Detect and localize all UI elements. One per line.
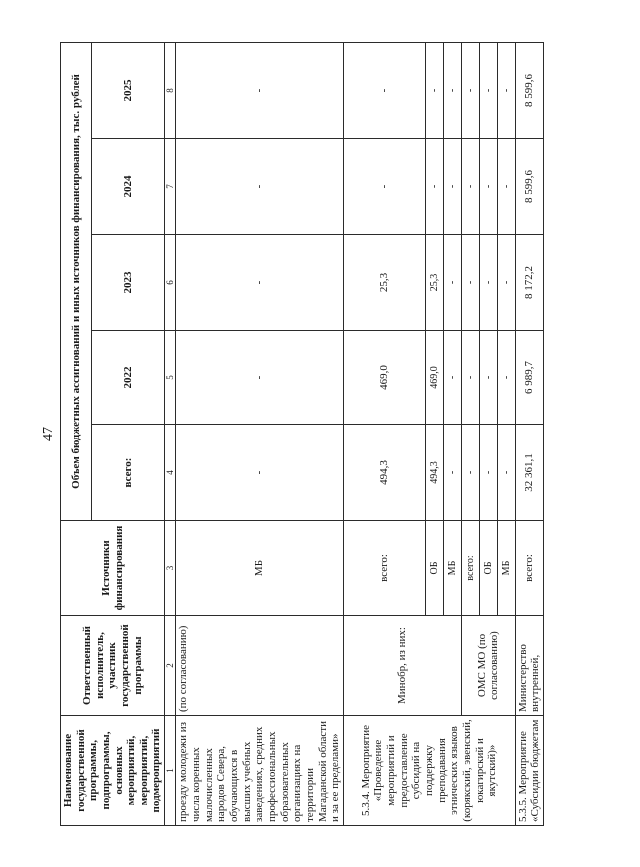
cell-value: - <box>443 139 461 235</box>
col-number: 4 <box>165 425 176 521</box>
cell-value: 6 989,7 <box>515 331 543 425</box>
cell-value: - <box>479 139 497 235</box>
row-source: МБ <box>497 521 515 616</box>
row-executor: Минобр, из них: <box>343 616 461 716</box>
cell-value: - <box>497 331 515 425</box>
col-number: 3 <box>165 521 176 616</box>
cell-value: 32 361,1 <box>515 425 543 521</box>
cell-value: - <box>443 331 461 425</box>
cell-value: - <box>497 425 515 521</box>
cell-value: - <box>176 235 343 331</box>
header-name: Наименование государственной программы, подпрограммы, основных мероприятий, мероприятий, подмероприятий <box>61 716 165 826</box>
col-number: 5 <box>165 331 176 425</box>
header-2025: 2025 <box>92 42 165 138</box>
cell-value: 25,3 <box>425 235 443 331</box>
row-name: 5.3.5. Мероприятие «Субсидии бюджетам <box>515 716 543 826</box>
col-number: 8 <box>165 42 176 138</box>
cell-value: - <box>497 42 515 138</box>
cell-value: - <box>443 235 461 331</box>
cell-value: 469,0 <box>343 331 425 425</box>
cell-value: 494,3 <box>425 425 443 521</box>
cell-value: 8 599,6 <box>515 42 543 138</box>
cell-value: - <box>176 139 343 235</box>
row-source: ОБ <box>425 521 443 616</box>
header-funding: Объем бюджетных ассигнований и иных источников финансирования, тыс. рублей <box>61 42 92 520</box>
cell-value: - <box>176 42 343 138</box>
row-executor: Министерство внутренней, <box>515 616 543 716</box>
rotated-table-sheet <box>60 43 542 826</box>
table-row <box>176 42 343 825</box>
cell-value: - <box>461 139 479 235</box>
col-number: 7 <box>165 139 176 235</box>
cell-value: 8 172,2 <box>515 235 543 331</box>
col-number: 6 <box>165 235 176 331</box>
cell-value: - <box>479 331 497 425</box>
row-source: МБ <box>176 521 343 616</box>
row-source: всего: <box>461 521 479 616</box>
cell-value: - <box>479 235 497 331</box>
col-number: 2 <box>165 616 176 716</box>
cell-value: - <box>479 42 497 138</box>
cell-value: - <box>425 139 443 235</box>
cell-value: - <box>443 42 461 138</box>
header-executor: Ответственный исполнитель, участник государственной программы <box>61 616 165 716</box>
table-row <box>343 42 425 825</box>
cell-value: - <box>343 42 425 138</box>
table-row <box>515 42 543 825</box>
cell-value: - <box>461 235 479 331</box>
row-source: всего: <box>343 521 425 616</box>
header-2023: 2023 <box>92 235 165 331</box>
cell-value: 8 599,6 <box>515 139 543 235</box>
cell-value: - <box>461 425 479 521</box>
cell-value: - <box>497 235 515 331</box>
cell-value: 469,0 <box>425 331 443 425</box>
row-name: проезду молодежи из числа коренных малочисленных народов Севера, обучающихся в высших учебных заведениях, средних профессиональных образовательных организациях на территории Магаданской области и за ее пределами» <box>176 716 343 826</box>
row-executor: (по согласованию) <box>176 616 343 716</box>
cell-value: - <box>461 42 479 138</box>
row-source: МБ <box>443 521 461 616</box>
cell-value: - <box>497 139 515 235</box>
row-source: ОБ <box>479 521 497 616</box>
cell-value: 494,3 <box>343 425 425 521</box>
header-source: Источники финансирования <box>61 521 165 616</box>
cell-value: - <box>176 425 343 521</box>
page-number: 47 <box>41 427 56 441</box>
row-name: 5.3.4. Мероприятие «Проведение мероприятий и предоставление субсидий на поддержку преподавания этнических языков (корякский, эвенский, юкагирский и якутский)» <box>343 716 515 826</box>
cell-value: - <box>479 425 497 521</box>
row-executor: ОМС МО (по согласованию) <box>461 616 515 716</box>
table-row <box>461 42 479 825</box>
cell-value: - <box>176 331 343 425</box>
header-2024: 2024 <box>92 139 165 235</box>
header-total: всего: <box>92 425 165 521</box>
cell-value: - <box>343 139 425 235</box>
col-number: 1 <box>165 716 176 826</box>
header-2022: 2022 <box>92 331 165 425</box>
cell-value: 25,3 <box>343 235 425 331</box>
row-source: всего: <box>515 521 543 616</box>
cell-value: - <box>443 425 461 521</box>
cell-value: - <box>461 331 479 425</box>
funding-table <box>60 42 544 826</box>
cell-value: - <box>425 42 443 138</box>
